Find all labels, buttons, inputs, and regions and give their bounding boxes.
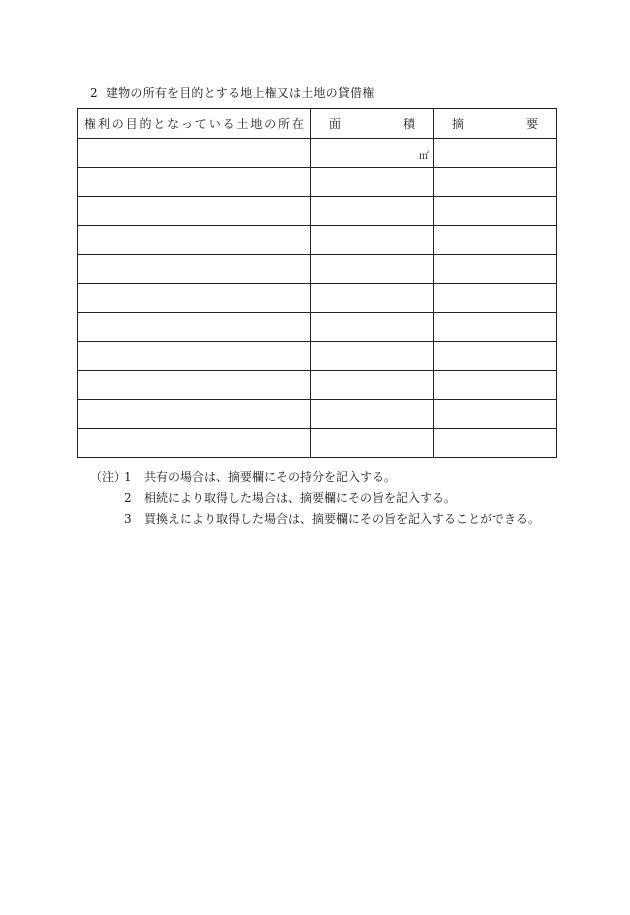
note-text: 相続により取得した場合は、摘要欄にその旨を記入する。 [144,491,457,505]
header-location-char: 権 [84,117,97,131]
header-location-char: の [111,117,124,131]
location-cell[interactable] [78,168,311,197]
land-rights-table [77,108,557,458]
header-remarks-label [434,115,556,132]
notes [90,467,540,530]
header-location-char: 的 [139,117,152,131]
location-cell[interactable] [78,429,311,458]
area-cell[interactable] [311,255,434,284]
header-area-label [311,115,433,132]
header-area-char-1: 面 [329,117,342,131]
header-location-char: の [264,117,277,131]
header-remarks [434,109,557,139]
note-item-3 [90,509,540,530]
remarks-cell[interactable] [434,284,557,313]
remarks-cell[interactable] [434,313,557,342]
header-remarks-char-1: 摘 [452,117,465,131]
remarks-cell[interactable] [434,429,557,458]
location-cell[interactable] [78,255,311,284]
header-location-char: と [153,117,166,131]
remarks-cell[interactable] [434,255,557,284]
remarks-cell[interactable] [434,371,557,400]
table-row [78,255,557,284]
remarks-cell[interactable] [434,400,557,429]
header-location-char: 在 [291,117,304,131]
header-area [311,109,434,139]
note-number: 2 [124,491,132,505]
header-location-char: っ [181,117,194,131]
note-item-2 [90,488,540,509]
section-title: 建物の所有を目的とする地上権又は土地の貸借権 [106,86,375,100]
table-row [78,168,557,197]
area-unit: ㎡ [419,151,429,162]
area-cell[interactable] [311,226,434,255]
table-row [78,284,557,313]
area-cell[interactable] [311,168,434,197]
table-row [78,197,557,226]
table-row [78,226,557,255]
header-location-char: 利 [97,117,110,131]
header-area-char-2: 積 [402,117,415,131]
location-cell[interactable] [78,284,311,313]
location-cell[interactable] [78,342,311,371]
area-cell[interactable] [311,284,434,313]
header-location-char: 地 [250,117,263,131]
location-cell[interactable] [78,371,311,400]
location-cell[interactable] [78,139,311,168]
header-location-char: 土 [236,117,249,131]
area-cell[interactable] [311,429,434,458]
table-row [78,371,557,400]
header-location-char: 目 [125,117,138,131]
section-number: 2 [90,86,98,100]
note-text: 買換えにより取得した場合は、摘要欄にその旨を記入することができる。 [144,512,541,526]
table-header-row [78,109,557,139]
area-cell[interactable] [311,371,434,400]
remarks-cell[interactable] [434,197,557,226]
remarks-cell[interactable] [434,342,557,371]
table-row [78,313,557,342]
header-remarks-char-2: 要 [525,117,538,131]
header-location-char: な [167,117,180,131]
area-cell[interactable] [311,342,434,371]
header-location-label [78,115,310,132]
note-text: 共有の場合は、摘要欄にその持分を記入する。 [144,470,397,484]
remarks-cell[interactable] [434,226,557,255]
area-cell[interactable] [311,313,434,342]
header-location-char: 所 [278,117,291,131]
header-location [78,109,311,139]
remarks-cell[interactable] [434,139,557,168]
table-row [78,400,557,429]
remarks-cell[interactable] [434,168,557,197]
table-row [78,139,557,168]
note-number: 1 [124,470,132,484]
area-cell[interactable] [311,400,434,429]
table-row [78,342,557,371]
header-location-char: て [194,117,207,131]
location-cell[interactable] [78,197,311,226]
section-heading [90,84,374,101]
notes-label: （注） [90,470,127,484]
location-cell[interactable] [78,313,311,342]
area-cell[interactable] [311,197,434,226]
header-location-char: る [222,117,235,131]
header-location-char: い [208,117,221,131]
area-cell[interactable] [311,139,434,168]
note-number: 3 [124,512,132,526]
location-cell[interactable] [78,400,311,429]
location-cell[interactable] [78,226,311,255]
table-row [78,429,557,458]
note-item-1 [90,467,540,488]
